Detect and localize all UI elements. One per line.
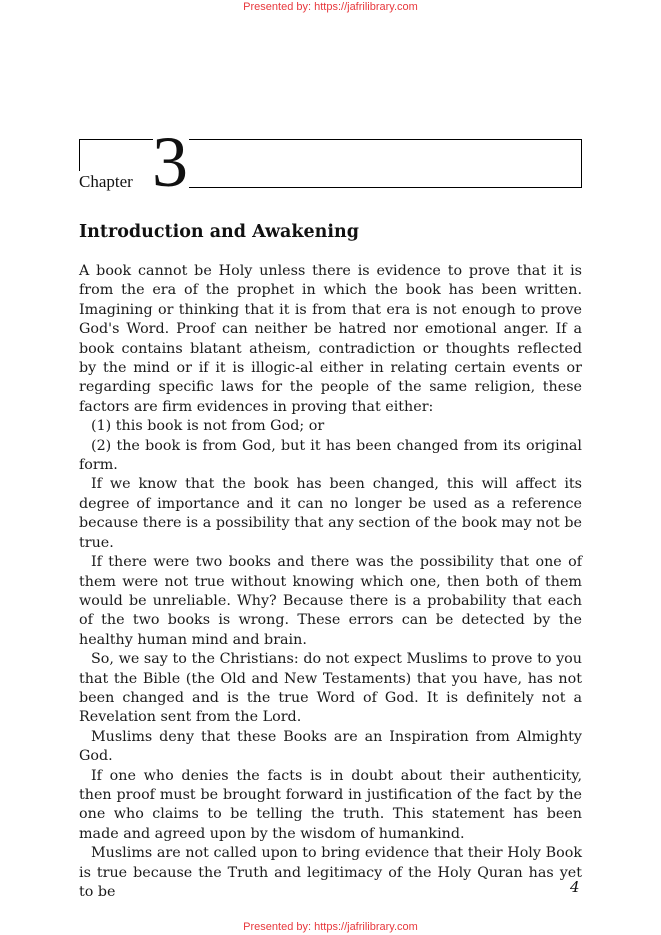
paragraph: (1) this book is not from God; or — [91, 418, 325, 435]
chapter-frame-right-box — [189, 139, 582, 188]
section-title: Introduction and Awakening — [79, 222, 359, 242]
page-number: 4 — [570, 878, 580, 896]
watermark-bottom[interactable]: Presented by: https://jafrilibrary.com — [243, 921, 418, 933]
chapter-frame-left-bracket — [79, 139, 153, 171]
paragraph: If one who denies the facts is in doubt about their authenticity, then proof must be brought forward in justification of the fact by the one who claims to be telling the truth. This statement has been made and agreed upon by the wisdom of humankind. — [79, 767, 582, 842]
paragraph: (2) the book is from God, but it has been changed from its original form. — [79, 437, 582, 474]
paragraph: If there were two books and there was the possibility that one of them were not true without knowing which one, then both of them would be unreliable. Why? Because there is a probability that each of the two books is wrong. These errors can be detected by the healthy human mind and brain. — [79, 554, 582, 648]
chapter-label: Chapter — [79, 172, 133, 191]
paragraph: A book cannot be Holy unless there is evidence to prove that it is from the era of the prophet in which the book has been written. Imagining or thinking that it is from that era is not enough to prove God's Word. Proof can neither be hatred nor emotional anger. If a book contains blatant atheism, contradiction or thoughts reflected by the mind or if it is illogic-al either in relating certain events or regarding specific laws for the people of the same religion, these factors are firm evidences in proving that either: — [79, 263, 582, 415]
body-text — [79, 262, 582, 902]
watermark-top[interactable]: Presented by: https://jafrilibrary.com — [243, 1, 418, 13]
chapter-number: 3 — [152, 122, 188, 202]
paragraph: Muslims deny that these Books are an Inspiration from Almighty God. — [79, 728, 582, 765]
paragraph: If we know that the book has been changed, this will affect its degree of importance and it can no longer be used as a reference because there is a possibility that any section of the book may not be true. — [79, 476, 582, 551]
paragraph: So, we say to the Christians: do not expect Muslims to prove to you that the Bible (the Old and New Testaments) that you have, has not been changed and is the true Word of God. It is definitely not a Revelation sent from the Lord. — [79, 651, 582, 726]
paragraph: Muslims are not called upon to bring evidence that their Holy Book is true because the Truth and legitimacy of the Holy Quran has yet to be — [79, 845, 582, 900]
